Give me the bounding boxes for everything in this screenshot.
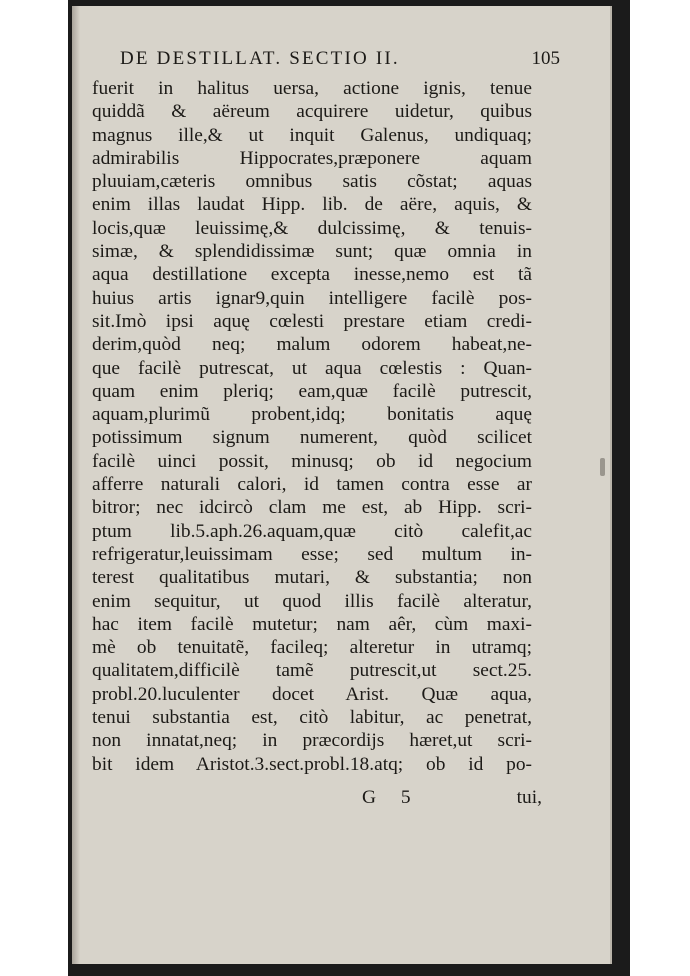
- text-line: bitror; nec idcircò clam me est, ab Hipp. scri-: [92, 497, 532, 519]
- text-line: derim,quòd neq; malum odorem habeat,ne-: [92, 334, 532, 356]
- text-line: terest qualitatibus mutari, & substantia; non: [92, 567, 532, 589]
- page-edge-mark: [600, 458, 605, 476]
- text-line: bit idem Aristot.3.sect.probl.18.atq; ob id po-: [92, 753, 532, 775]
- running-head: [120, 48, 560, 74]
- text-line: mè ob tenuitatẽ, facileq; alteretur in utramq;: [92, 637, 532, 659]
- text-line: simæ, & splendidissimæ sunt; quæ omnia in: [92, 241, 532, 263]
- text-line: hac item facilè mutetur; nam aêr, cùm maxi-: [92, 613, 532, 635]
- text-line: fuerit in halitus uersa, actione ignis, tenue: [92, 78, 532, 99]
- text-line: admirabilis Hippocrates,præponere aquam: [92, 147, 532, 169]
- text-line: enim illas laudat Hipp. lib. de aëre, aquis, &: [92, 194, 532, 216]
- text-line: aquam,plurimũ probent,idq; bonitatis aquę: [92, 404, 532, 426]
- text-line: magnus ille,& ut inquit Galenus, undiquaq;: [92, 124, 532, 146]
- book-page: [72, 6, 612, 964]
- text-line: afferre naturali calori, id tamen contra esse ar: [92, 474, 532, 496]
- text-block: [92, 77, 532, 776]
- text-line: locis,quæ leuissimę,& dulcissimę, & tenuis-: [92, 217, 532, 239]
- text-line: non innatat,neq; in præcordijs hæret,ut scri-: [92, 730, 532, 752]
- text-line: facilè uinci possit, minusq; ob id negocium: [92, 450, 532, 472]
- text-line: quiddã & aëreum acquirere uidetur, quibus: [92, 101, 532, 123]
- text-line: probl.20.luculenter docet Arist. Quæ aqua,: [92, 683, 532, 705]
- signature-line: [362, 787, 542, 811]
- text-line: aqua destillatione excepta inesse,nemo est tã: [92, 264, 532, 286]
- text-line: quam enim pleriq; eam,quæ facilè putrescit,: [92, 380, 532, 402]
- text-line: qualitatem,difficilè tamẽ putrescit,ut sect.25.: [92, 660, 532, 682]
- text-line: sit.Imò ipsi aquę cœlesti prestare etiam credi-: [92, 310, 532, 332]
- text-line: potissimum signum numerent, quòd scilicet: [92, 427, 532, 449]
- page-number: 105: [531, 48, 560, 69]
- text-line: ptum lib.5.aph.26.aquam,quæ citò calefit,ac: [92, 520, 532, 542]
- signature-mark: G 5: [362, 787, 421, 808]
- text-line: pluuiam,cæteris omnibus satis cõstat; aquas: [92, 171, 532, 193]
- text-line: enim sequitur, ut quod illis facilè alteratur,: [92, 590, 532, 612]
- catchword: tui,: [516, 787, 542, 808]
- text-line: refrigeratur,leuissimam esse; sed multum in-: [92, 543, 532, 565]
- text-line: tenui substantia est, citò labitur, ac penetrat,: [92, 707, 532, 729]
- running-head-title: DE DESTILLAT. SECTIO II.: [120, 48, 400, 69]
- text-line: huius artis ignar9,quin intelligere facilè pos-: [92, 287, 532, 309]
- text-line: que facilè putrescat, ut aqua cœlestis : Quan-: [92, 357, 532, 379]
